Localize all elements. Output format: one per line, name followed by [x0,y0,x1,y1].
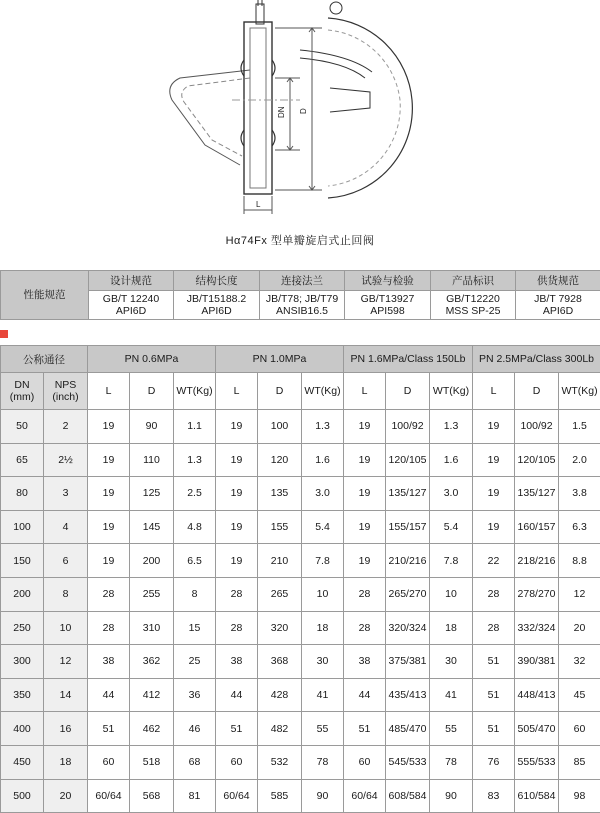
table-cell: 6.3 [559,510,600,544]
table-cell: 18 [430,611,473,645]
table-cell: 610/584 [515,779,559,813]
table-cell: 448/413 [515,678,559,712]
spec-header: 连接法兰 [260,271,345,291]
table-cell: 100/92 [515,410,559,444]
table-cell: 19 [344,544,386,578]
table-cell: 55 [302,712,344,746]
table-cell: 19 [88,477,130,511]
table-cell: 22 [473,544,515,578]
spec-header: 设计规范 [89,271,174,291]
table-cell: 45 [559,678,600,712]
table-cell: 332/324 [515,611,559,645]
table-cell: 44 [216,678,258,712]
table-cell: 3.8 [559,477,600,511]
table-cell: 41 [430,678,473,712]
table-cell: 30 [302,645,344,679]
table-cell: 78 [430,745,473,779]
table-cell: 120/105 [515,443,559,477]
table-cell: 150 [1,544,44,578]
table-cell: 1.3 [430,410,473,444]
spec-value-line: JB/T78; JB/T79 [260,293,344,305]
table-cell: 482 [258,712,302,746]
table-cell: 19 [216,410,258,444]
table-cell: 500 [1,779,44,813]
table-row [1,645,600,679]
table-cell: 19 [344,410,386,444]
table-cell: 60 [559,712,600,746]
table-cell: 51 [473,645,515,679]
spec-row-label: 性能规范 [1,271,89,320]
table-cell: 462 [130,712,174,746]
col-l: L [473,373,515,410]
table-cell: 28 [473,577,515,611]
table-cell: 450 [1,745,44,779]
table-cell: 20 [44,779,88,813]
table-cell: 8 [174,577,216,611]
table-row [1,443,600,477]
spec-value [431,291,516,320]
table-cell: 19 [473,510,515,544]
spec-value-line: ANSIB16.5 [260,305,344,317]
spec-value-line: API6D [516,305,600,317]
table-cell: 250 [1,611,44,645]
table-cell: 19 [344,443,386,477]
table-cell: 19 [344,510,386,544]
table-cell: 310 [130,611,174,645]
col-d: D [515,373,559,410]
col-wt: WT(Kg) [430,373,473,410]
table-cell: 18 [44,745,88,779]
table-cell: 60/64 [88,779,130,813]
table-cell: 1.5 [559,410,600,444]
col-l: L [216,373,258,410]
table-row [1,544,600,578]
spec-value-line: API6D [174,305,259,317]
table-cell: 1.6 [302,443,344,477]
table-cell: 28 [88,611,130,645]
spec-value [516,291,600,320]
table-cell: 1.3 [302,410,344,444]
spec-header: 供货规范 [516,271,600,291]
table-cell: 19 [473,410,515,444]
table-cell: 2 [44,410,88,444]
spec-header: 结构长度 [174,271,260,291]
table-cell: 76 [473,745,515,779]
table-cell: 210/216 [386,544,430,578]
table-cell: 19 [88,544,130,578]
valve-drawing [0,0,600,228]
table-cell: 28 [216,611,258,645]
table-cell: 30 [430,645,473,679]
table-cell: 505/470 [515,712,559,746]
spec-header: 产品标识 [431,271,516,291]
spec-value-line: GB/T 12240 [89,293,173,305]
pressure-group-header: PN 0.6MPa [88,346,216,373]
spec-value [345,291,431,320]
table-cell: 19 [88,443,130,477]
table-cell: 18 [302,611,344,645]
table-cell: 4 [44,510,88,544]
table-cell: 81 [174,779,216,813]
spec-value-line: JB/T15188.2 [174,293,259,305]
table-cell: 55 [430,712,473,746]
drawing-caption: Hα74Fx 型单瓣旋启式止回阀 [0,232,600,248]
col-l: L [344,373,386,410]
table-cell: 265/270 [386,577,430,611]
table-cell: 12 [559,577,600,611]
table-cell: 155/157 [386,510,430,544]
table-cell: 350 [1,678,44,712]
table-cell: 200 [1,577,44,611]
table-cell: 80 [1,477,44,511]
table-cell: 19 [473,443,515,477]
spec-value-line: JB/T 7928 [516,293,600,305]
table-cell: 585 [258,779,302,813]
table-cell: 19 [216,544,258,578]
table-cell: 51 [216,712,258,746]
nominal-size-header: 公称通径 [1,346,88,373]
col-dn [1,373,44,410]
table-cell: 19 [88,410,130,444]
table-cell: 2½ [44,443,88,477]
table-cell: 83 [473,779,515,813]
table-cell: 545/533 [386,745,430,779]
table-cell: 1.3 [174,443,216,477]
table-cell: 428 [258,678,302,712]
pressure-group-header: PN 2.5MPa/Class 300Lb [473,346,600,373]
col-dn-label: DN [1,379,43,391]
table-cell: 5.4 [430,510,473,544]
spec-value [89,291,174,320]
table-cell: 400 [1,712,44,746]
table-cell: 210 [258,544,302,578]
table-cell: 7.8 [430,544,473,578]
table-cell: 16 [44,712,88,746]
table-cell: 135/127 [515,477,559,511]
table-row [1,611,600,645]
spec-value-line: GB/T12220 [431,293,515,305]
table-cell: 60 [344,745,386,779]
table-cell: 19 [88,510,130,544]
col-dn-unit: (mm) [1,391,43,403]
col-nps-unit: (inch) [44,391,87,403]
table-cell: 44 [88,678,130,712]
table-cell: 28 [88,577,130,611]
table-cell: 50 [1,410,44,444]
table-cell: 435/413 [386,678,430,712]
table-cell: 51 [473,712,515,746]
table-cell: 110 [130,443,174,477]
table-cell: 5.4 [302,510,344,544]
table-cell: 2.0 [559,443,600,477]
table-cell: 375/381 [386,645,430,679]
spec-table [0,270,600,320]
table-cell: 19 [344,477,386,511]
table-cell: 518 [130,745,174,779]
table-cell: 300 [1,645,44,679]
table-cell: 278/270 [515,577,559,611]
table-cell: 51 [473,678,515,712]
table-row [1,577,600,611]
table-cell: 10 [44,611,88,645]
table-row [1,510,600,544]
table-row [1,745,600,779]
table-cell: 218/216 [515,544,559,578]
table-cell: 120 [258,443,302,477]
spec-value-line: API6D [89,305,173,317]
table-cell: 120/105 [386,443,430,477]
table-cell: 60 [216,745,258,779]
table-cell: 28 [216,577,258,611]
col-wt: WT(Kg) [174,373,216,410]
col-d: D [258,373,302,410]
table-cell: 320 [258,611,302,645]
table-cell: 65 [1,443,44,477]
table-cell: 98 [559,779,600,813]
table-cell: 1.1 [174,410,216,444]
table-cell: 532 [258,745,302,779]
dim-dn-label: DN [277,106,286,118]
table-row [1,678,600,712]
dim-d-label: D [299,108,308,114]
table-cell: 135 [258,477,302,511]
col-l: L [88,373,130,410]
table-cell: 38 [88,645,130,679]
table-cell: 1.6 [430,443,473,477]
table-cell: 555/533 [515,745,559,779]
table-cell: 485/470 [386,712,430,746]
table-cell: 60 [88,745,130,779]
table-cell: 125 [130,477,174,511]
table-cell: 8 [44,577,88,611]
table-cell: 3.0 [302,477,344,511]
table-cell: 78 [302,745,344,779]
table-cell: 19 [216,443,258,477]
table-cell: 135/127 [386,477,430,511]
table-cell: 3.0 [430,477,473,511]
table-cell: 90 [302,779,344,813]
table-cell: 19 [216,510,258,544]
table-cell: 608/584 [386,779,430,813]
pressure-group-header: PN 1.6MPa/Class 150Lb [344,346,473,373]
table-row [1,477,600,511]
spec-value [174,291,260,320]
spec-value [260,291,345,320]
table-cell: 90 [130,410,174,444]
table-cell: 6 [44,544,88,578]
table-cell: 390/381 [515,645,559,679]
table-cell: 44 [344,678,386,712]
table-cell: 90 [430,779,473,813]
table-cell: 51 [344,712,386,746]
table-cell: 100/92 [386,410,430,444]
table-cell: 36 [174,678,216,712]
spec-value-line: API598 [345,305,430,317]
table-cell: 32 [559,645,600,679]
table-cell: 100 [258,410,302,444]
table-cell: 7.8 [302,544,344,578]
table-cell: 160/157 [515,510,559,544]
table-cell: 4.8 [174,510,216,544]
table-cell: 25 [174,645,216,679]
table-cell: 155 [258,510,302,544]
table-cell: 38 [344,645,386,679]
table-cell: 200 [130,544,174,578]
table-row [1,410,600,444]
table-cell: 68 [174,745,216,779]
spec-header: 试验与检验 [345,271,431,291]
table-cell: 100 [1,510,44,544]
col-nps [44,373,88,410]
table-cell: 41 [302,678,344,712]
col-wt: WT(Kg) [302,373,344,410]
table-cell: 20 [559,611,600,645]
table-cell: 14 [44,678,88,712]
table-cell: 568 [130,779,174,813]
table-cell: 10 [430,577,473,611]
table-cell: 362 [130,645,174,679]
table-cell: 19 [473,477,515,511]
table-cell: 60/64 [344,779,386,813]
table-cell: 8.8 [559,544,600,578]
table-cell: 145 [130,510,174,544]
table-cell: 28 [344,611,386,645]
table-cell: 28 [344,577,386,611]
table-cell: 412 [130,678,174,712]
table-cell: 60/64 [216,779,258,813]
col-d: D [130,373,174,410]
pressure-group-header: PN 1.0MPa [216,346,344,373]
dim-l-label: L [256,200,261,209]
table-cell: 255 [130,577,174,611]
table-cell: 38 [216,645,258,679]
table-row [1,779,600,813]
table-cell: 28 [473,611,515,645]
spec-value-line: GB/T13927 [345,293,430,305]
table-cell: 368 [258,645,302,679]
spec-value-line: MSS SP-25 [431,305,515,317]
table-cell: 19 [216,477,258,511]
col-d: D [386,373,430,410]
table-cell: 15 [174,611,216,645]
table-cell: 2.5 [174,477,216,511]
table-cell: 10 [302,577,344,611]
col-nps-label: NPS [44,379,87,391]
table-cell: 46 [174,712,216,746]
table-cell: 12 [44,645,88,679]
table-cell: 3 [44,477,88,511]
table-cell: 85 [559,745,600,779]
table-cell: 320/324 [386,611,430,645]
table-cell: 51 [88,712,130,746]
table-cell: 6.5 [174,544,216,578]
dimensions-table [0,345,600,813]
table-row [1,712,600,746]
section-marker [0,330,8,338]
table-cell: 265 [258,577,302,611]
col-wt: WT(Kg) [559,373,600,410]
